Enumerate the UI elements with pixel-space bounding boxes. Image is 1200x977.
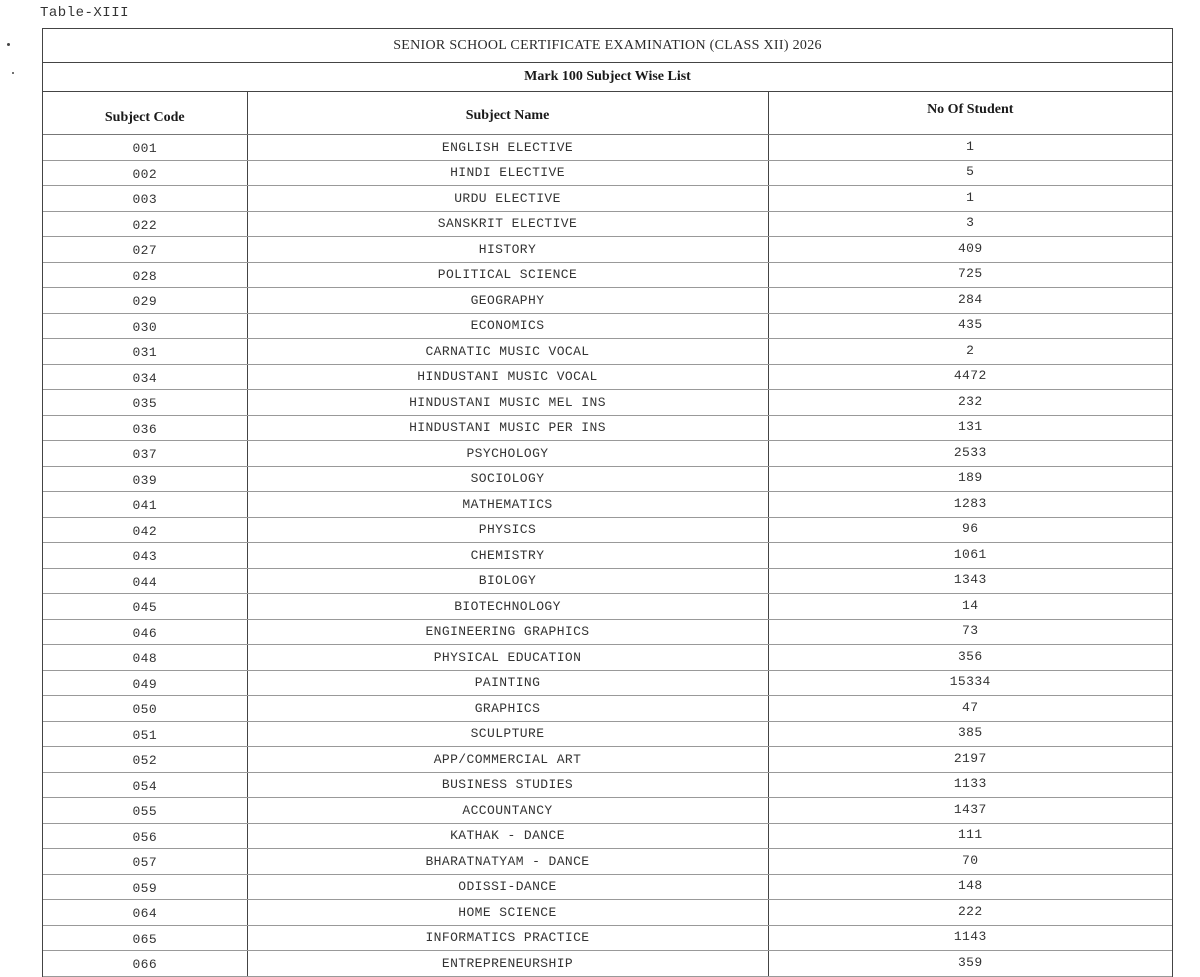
table-row xyxy=(43,823,1172,849)
student-count-cell: 47 xyxy=(768,696,1172,722)
subject-name-cell: HISTORY xyxy=(247,237,768,263)
student-count-cell: 1437 xyxy=(768,798,1172,824)
table-row xyxy=(43,594,1172,620)
scan-speck xyxy=(12,72,14,74)
student-count-cell: 1133 xyxy=(768,772,1172,798)
subject-code-cell: 001 xyxy=(43,135,247,161)
student-count-cell: 1343 xyxy=(768,568,1172,594)
table-row xyxy=(43,543,1172,569)
table-row xyxy=(43,262,1172,288)
student-count-cell: 2197 xyxy=(768,747,1172,773)
table-row xyxy=(43,721,1172,747)
subject-code-cell: 048 xyxy=(43,645,247,671)
subject-name-cell: PHYSICS xyxy=(247,517,768,543)
subject-name-cell: HINDUSTANI MUSIC MEL INS xyxy=(247,390,768,416)
subject-name-cell: PHYSICAL EDUCATION xyxy=(247,645,768,671)
data-table xyxy=(43,92,1172,977)
table-row xyxy=(43,466,1172,492)
student-count-cell: 148 xyxy=(768,874,1172,900)
subject-name-cell: ECONOMICS xyxy=(247,313,768,339)
subject-code-cell: 065 xyxy=(43,925,247,951)
subject-code-cell: 066 xyxy=(43,951,247,977)
subject-name-cell: MATHEMATICS xyxy=(247,492,768,518)
subject-code-cell: 041 xyxy=(43,492,247,518)
student-count-cell: 2 xyxy=(768,339,1172,365)
subject-code-cell: 059 xyxy=(43,874,247,900)
subject-code-cell: 002 xyxy=(43,160,247,186)
subject-name-cell: CARNATIC MUSIC VOCAL xyxy=(247,339,768,365)
student-count-cell: 111 xyxy=(768,823,1172,849)
subject-code-cell: 055 xyxy=(43,798,247,824)
subject-name-cell: URDU ELECTIVE xyxy=(247,186,768,212)
subject-code-cell: 056 xyxy=(43,823,247,849)
subject-name-cell: ENTREPRENEURSHIP xyxy=(247,951,768,977)
subject-code-cell: 003 xyxy=(43,186,247,212)
table-row xyxy=(43,900,1172,926)
subject-code-cell: 022 xyxy=(43,211,247,237)
subject-code-cell: 045 xyxy=(43,594,247,620)
student-count-cell: 70 xyxy=(768,849,1172,875)
table-row xyxy=(43,670,1172,696)
table-row xyxy=(43,798,1172,824)
subject-name-cell: ACCOUNTANCY xyxy=(247,798,768,824)
subject-name-cell: BIOTECHNOLOGY xyxy=(247,594,768,620)
table-row xyxy=(43,568,1172,594)
subject-name-cell: HINDUSTANI MUSIC PER INS xyxy=(247,415,768,441)
student-count-cell: 1143 xyxy=(768,925,1172,951)
student-count-cell: 1 xyxy=(768,135,1172,161)
subject-name-cell: GEOGRAPHY xyxy=(247,288,768,314)
table-row xyxy=(43,415,1172,441)
subject-name-cell: HINDI ELECTIVE xyxy=(247,160,768,186)
student-count-cell: 284 xyxy=(768,288,1172,314)
student-count-cell: 2533 xyxy=(768,441,1172,467)
column-header-subject-code: Subject Code xyxy=(43,92,247,135)
student-count-cell: 1 xyxy=(768,186,1172,212)
subject-wise-table xyxy=(42,28,1173,977)
student-count-cell: 5 xyxy=(768,160,1172,186)
subject-code-cell: 043 xyxy=(43,543,247,569)
subject-code-cell: 042 xyxy=(43,517,247,543)
subject-code-cell: 044 xyxy=(43,568,247,594)
student-count-cell: 359 xyxy=(768,951,1172,977)
subject-code-cell: 027 xyxy=(43,237,247,263)
student-count-cell: 3 xyxy=(768,211,1172,237)
subject-code-cell: 046 xyxy=(43,619,247,645)
table-row xyxy=(43,925,1172,951)
subject-name-cell: BHARATNATYAM - DANCE xyxy=(247,849,768,875)
table-row xyxy=(43,237,1172,263)
student-count-cell: 435 xyxy=(768,313,1172,339)
subject-code-cell: 036 xyxy=(43,415,247,441)
subject-code-cell: 028 xyxy=(43,262,247,288)
subject-name-cell: SOCIOLOGY xyxy=(247,466,768,492)
table-row xyxy=(43,211,1172,237)
subject-code-cell: 030 xyxy=(43,313,247,339)
table-body xyxy=(43,135,1172,977)
subject-name-cell: PAINTING xyxy=(247,670,768,696)
subject-code-cell: 035 xyxy=(43,390,247,416)
subject-code-cell: 051 xyxy=(43,721,247,747)
student-count-cell: 385 xyxy=(768,721,1172,747)
student-count-cell: 232 xyxy=(768,390,1172,416)
subject-code-cell: 037 xyxy=(43,441,247,467)
table-row xyxy=(43,747,1172,773)
table-row xyxy=(43,313,1172,339)
table-row xyxy=(43,441,1172,467)
subject-name-cell: SCULPTURE xyxy=(247,721,768,747)
subject-name-cell: PSYCHOLOGY xyxy=(247,441,768,467)
list-subtitle: Mark 100 Subject Wise List xyxy=(43,63,1172,92)
subject-code-cell: 029 xyxy=(43,288,247,314)
student-count-cell: 73 xyxy=(768,619,1172,645)
subject-name-cell: SANSKRIT ELECTIVE xyxy=(247,211,768,237)
subject-code-cell: 054 xyxy=(43,772,247,798)
subject-name-cell: INFORMATICS PRACTICE xyxy=(247,925,768,951)
subject-code-cell: 039 xyxy=(43,466,247,492)
student-count-cell: 1061 xyxy=(768,543,1172,569)
scan-speck xyxy=(7,43,10,46)
header-row xyxy=(43,92,1172,135)
subject-code-cell: 052 xyxy=(43,747,247,773)
student-count-cell: 1283 xyxy=(768,492,1172,518)
exam-title: SENIOR SCHOOL CERTIFICATE EXAMINATION (CLASS XII) 2026 xyxy=(43,29,1172,63)
table-row xyxy=(43,517,1172,543)
student-count-cell: 725 xyxy=(768,262,1172,288)
subject-name-cell: BUSINESS STUDIES xyxy=(247,772,768,798)
student-count-cell: 222 xyxy=(768,900,1172,926)
table-row xyxy=(43,645,1172,671)
subject-code-cell: 064 xyxy=(43,900,247,926)
student-count-cell: 409 xyxy=(768,237,1172,263)
table-row xyxy=(43,951,1172,977)
table-row xyxy=(43,364,1172,390)
table-row xyxy=(43,186,1172,212)
subject-name-cell: CHEMISTRY xyxy=(247,543,768,569)
table-row xyxy=(43,696,1172,722)
table-row xyxy=(43,874,1172,900)
student-count-cell: 356 xyxy=(768,645,1172,671)
student-count-cell: 14 xyxy=(768,594,1172,620)
subject-name-cell: KATHAK - DANCE xyxy=(247,823,768,849)
table-row xyxy=(43,339,1172,365)
subject-name-cell: HINDUSTANI MUSIC VOCAL xyxy=(247,364,768,390)
student-count-cell: 189 xyxy=(768,466,1172,492)
subject-code-cell: 050 xyxy=(43,696,247,722)
table-row xyxy=(43,160,1172,186)
subject-name-cell: POLITICAL SCIENCE xyxy=(247,262,768,288)
subject-name-cell: ENGINEERING GRAPHICS xyxy=(247,619,768,645)
student-count-cell: 96 xyxy=(768,517,1172,543)
subject-code-cell: 034 xyxy=(43,364,247,390)
table-row xyxy=(43,849,1172,875)
table-row xyxy=(43,390,1172,416)
table-row xyxy=(43,288,1172,314)
subject-name-cell: ODISSI-DANCE xyxy=(247,874,768,900)
subject-code-cell: 057 xyxy=(43,849,247,875)
table-label: Table-XIII xyxy=(40,5,130,21)
student-count-cell: 4472 xyxy=(768,364,1172,390)
subject-name-cell: APP/COMMERCIAL ART xyxy=(247,747,768,773)
student-count-cell: 15334 xyxy=(768,670,1172,696)
column-header-subject-name: Subject Name xyxy=(247,92,768,135)
table-row xyxy=(43,135,1172,161)
subject-name-cell: BIOLOGY xyxy=(247,568,768,594)
subject-code-cell: 031 xyxy=(43,339,247,365)
subject-name-cell: GRAPHICS xyxy=(247,696,768,722)
table-row xyxy=(43,492,1172,518)
subject-code-cell: 049 xyxy=(43,670,247,696)
subject-name-cell: ENGLISH ELECTIVE xyxy=(247,135,768,161)
table-row xyxy=(43,772,1172,798)
column-header-no-of-student: No Of Student xyxy=(768,92,1172,135)
table-row xyxy=(43,619,1172,645)
subject-name-cell: HOME SCIENCE xyxy=(247,900,768,926)
student-count-cell: 131 xyxy=(768,415,1172,441)
